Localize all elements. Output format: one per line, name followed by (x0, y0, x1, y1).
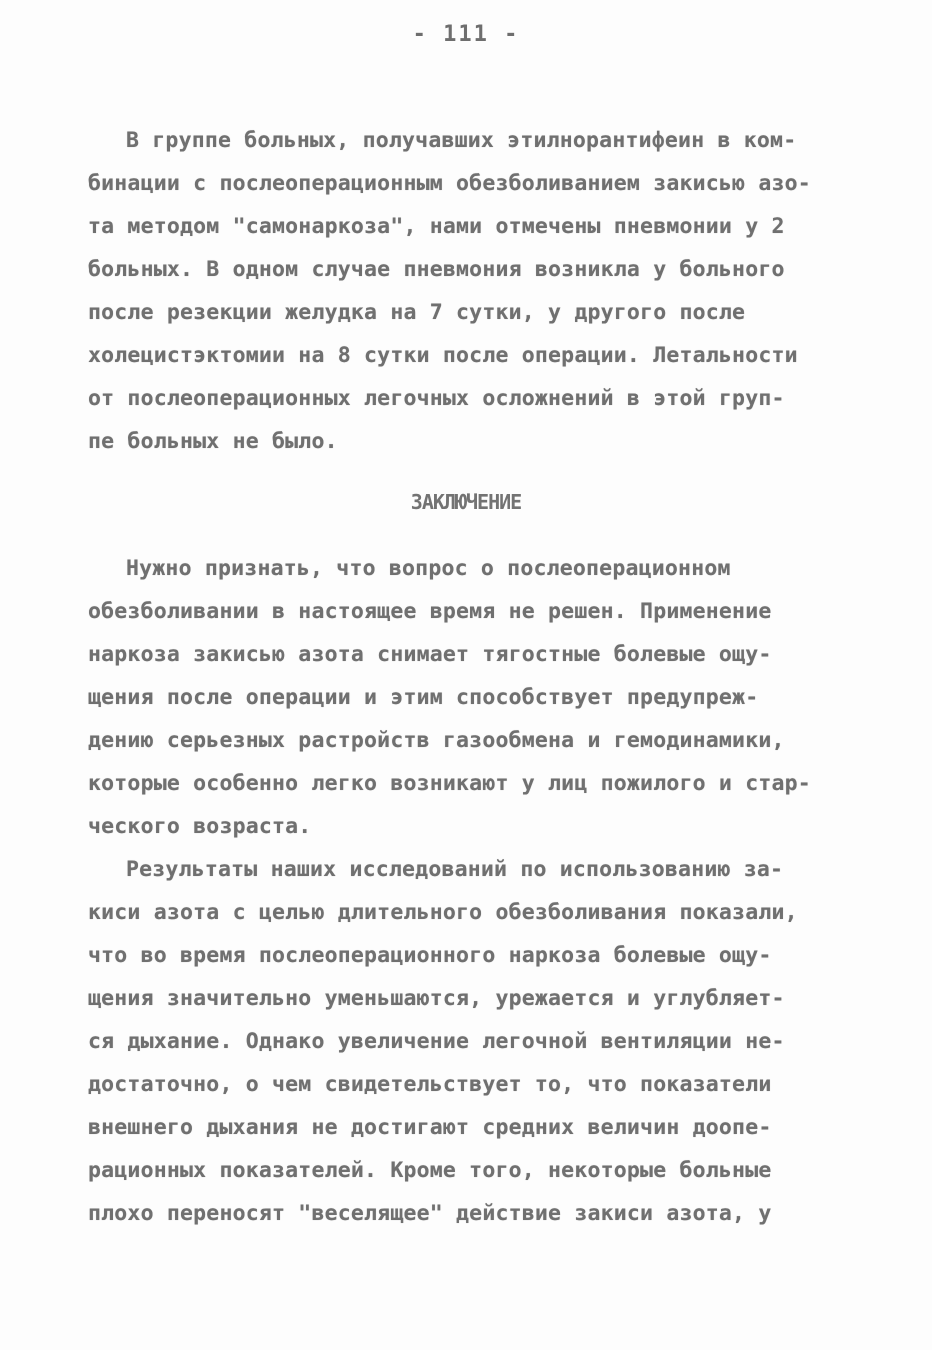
text-line: от послеоперационных легочных осложнений в этой груп- (88, 386, 785, 411)
text-line: после резекции желудка на 7 сутки, у другого после (88, 300, 746, 325)
text-line: щения после операции и этим способствует предупреж- (88, 685, 759, 710)
page-number: - 111 - (412, 22, 520, 47)
text-line: та методом "самонаркоза", нами отмечены пневмонии у 2 (88, 214, 785, 239)
text-line: холецистэктомии на 8 сутки после операции. Летальности (88, 343, 798, 368)
text-line: щения значительно уменьшаются, урежается и углубляет- (88, 986, 785, 1011)
text-line: рационных показателей. Кроме того, некоторые больные (88, 1158, 772, 1183)
text-line: внешнего дыхания не достигают средних величин доопе- (88, 1115, 772, 1140)
text-line: В группе больных, получавших этилнорантифеин в ком- (126, 128, 797, 153)
text-line: достаточно, о чем свидетельствует то, что показатели (88, 1072, 772, 1097)
text-line: больных. В одном случае пневмония возникла у больного (88, 257, 785, 282)
text-line: наркоза закисью азота снимает тягостные болевые ощу- (88, 642, 772, 667)
text-line: Нужно признать, что вопрос о послеоперационном (126, 556, 731, 581)
text-line: пе больных не было. (88, 429, 338, 454)
text-line: что во время послеоперационного наркоза болевые ощу- (88, 943, 772, 968)
text-line: дению серьезных растройств газообмена и гемодинамики, (88, 728, 785, 753)
section-heading: ЗАКЛЮЧЕНИЕ (410, 490, 522, 514)
text-line: обезболивании в настоящее время не решен. Применение (88, 599, 772, 624)
text-line: киси азота с целью длительного обезболивания показали, (88, 900, 798, 925)
text-line: плохо переносят "веселящее" действие закиси азота, у (88, 1201, 772, 1226)
text-line: которые особенно легко возникают у лиц пожилого и стар- (88, 771, 811, 796)
text-line: ся дыхание. Однако увеличение легочной вентиляции не- (88, 1029, 785, 1054)
text-line: Результаты наших исследований по использованию за- (126, 857, 784, 882)
text-line: ческого возраста. (88, 814, 312, 839)
text-line: бинации с послеоперационным обезболиванием закисью азо- (88, 171, 811, 196)
